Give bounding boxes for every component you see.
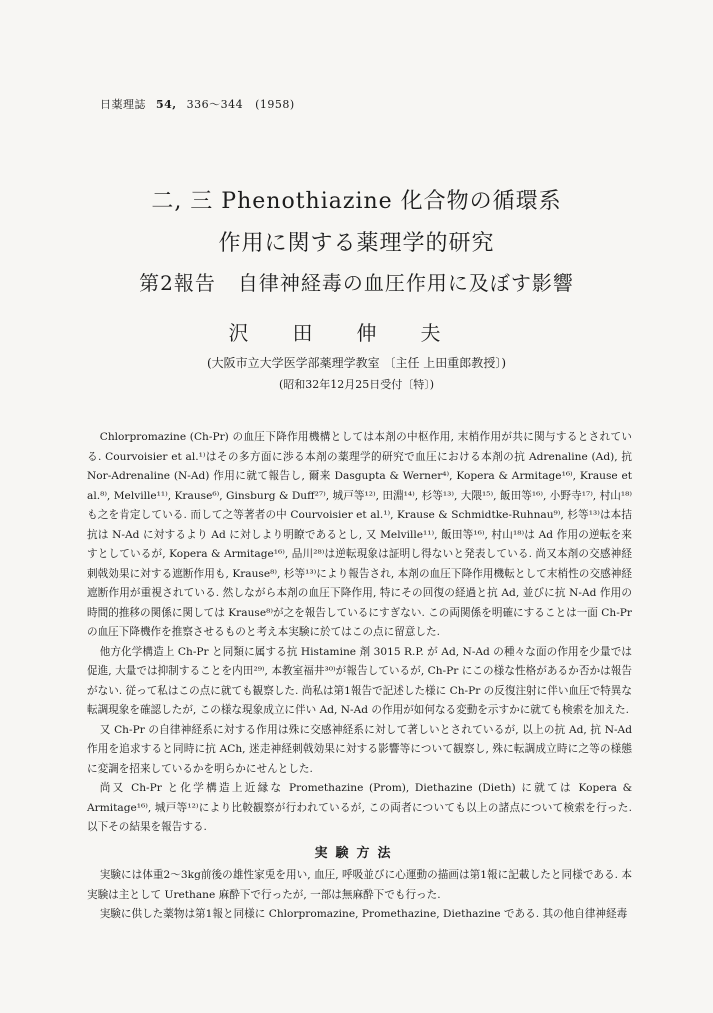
- affiliation: (大阪市立大学医学部薬理学教室 〔主任 上田重郎教授〕): [207, 356, 506, 370]
- journal-name: 日薬理誌: [100, 98, 146, 111]
- journal-volume: 54,: [156, 98, 177, 111]
- methods-heading: 実験方法: [314, 846, 399, 861]
- title-line-2: 作用に関する薬理学的研究: [218, 231, 495, 256]
- intro-paragraph: 他方化学構造上 Ch-Pr と同類に属する抗 Histamine 剤 3015 R.P. が Ad, N-Ad の種々な面の作用を少量では促進, 大量では抑制することを内田²⁹⁾, 本教室福井³⁰⁾が報告しているが, Ch-Pr にこの様な性格があるか否かは報告がない. 従って私はこの点に就ても観察した. 尚私は第1報告で記述した様に Ch-Pr の反復注射に伴い血圧で特異な転調現象を確認したが, この様な現象成立に伴い Ad, N-Ad の作用が如何なる変動を示すかに就ても検索を加えた.: [87, 645, 632, 716]
- methods-paragraph: 実験には体重2～3kg前後の雄性家兎を用い, 血圧, 呼吸並びに心運動の描画は第1報に記載したと同様である. 本実験は主として Urethane 麻酔下で行ったが, 一部は無麻酔下でも行った.: [87, 869, 632, 901]
- methods-paragraph: 実験に供した薬物は第1報と同様に Chlorpromazine, Promethazine, Diethazine である. 其の他自律神経毒: [99, 908, 628, 920]
- report-number: 第2報告: [139, 271, 216, 295]
- methods-section: [87, 866, 632, 925]
- journal-reference: [100, 96, 295, 112]
- intro-paragraph: 又 Ch-Pr の自律神経系に対する作用は殊に交感神経系に対して著しいとされているが, 以上の抗 Ad, 抗 N-Ad 作用を追求すると同時に抗 ACh, 迷走神経刺戟効果に対する影響等について観察し, 殊に転調成立時に之等の様態に変調を招来しているかを明らかにせんとした.: [87, 723, 632, 775]
- journal-year: (1958): [255, 98, 295, 111]
- intro-paragraph: Chlorpromazine (Ch-Pr) の血圧下降作用機構としては本剤の中枢作用, 末梢作用が共に関与するとされている. Courvoisier et al.¹⁾はその多方面に渉る本剤の薬理学的研究で血圧における本剤の抗 Adrenaline (Ad), 抗 Nor-Adrenaline (N-Ad) 作用に就て報告し, 爾来 Dasgupta & Werner⁴⁾, Kopera & Armitage¹⁶⁾, Krause et al.⁸⁾, Melville¹¹⁾, Krause⁶⁾, Ginsburg & Duff²⁷⁾, 城戸等¹²⁾, 田淵¹⁴⁾, 杉等¹³⁾, 大隈¹⁵⁾, 飯田等¹⁶⁾, 小野寺¹⁷⁾, 村山¹⁸⁾も之を肯定している. 而して之等著者の中 Courvoisier et al.¹⁾, Krause & Schmidtke-Ruhnau⁹⁾, 杉等¹³⁾は本拮抗は N-Ad に対するより Ad に対しより明瞭であるとし, 又 Melville¹¹⁾, 飯田等¹⁶⁾, 村山¹⁸⁾は Ad 作用の逆転を来すとしているが, Kopera & Armitage¹⁶⁾, 品川²⁸⁾は逆転現象は証明し得ないと発表している. 尚又本剤の交感神経刺戟効果に対する遮断作用も, Krause⁸⁾, 杉等¹³⁾により報告され, 本剤の血圧下降作用機転として末梢性の交感神経遮断作用が重視されている. 然しながら本剤の血圧下降作用, 特にその回復の経過と抗 Ad, 並びに抗 N-Ad 作用の時間的推移の関係に関しては Krause⁸⁾が之を報告しているにすぎない. この両関係を明確にすることは一面 Ch-Pr の血圧下降機作を推察させるものと考え本実験に於てはこの点に留意した.: [87, 431, 632, 638]
- title-line-1: 二, 三 Phenothiazine 化合物の循環系: [151, 189, 562, 214]
- received-date: (昭和32年12月25日受付〔特〕): [278, 378, 435, 391]
- author-name: 沢田伸夫: [228, 321, 485, 345]
- report-subtitle: 自律神経毒の血圧作用に及ぼす影響: [237, 271, 574, 295]
- introduction: [87, 428, 632, 838]
- intro-paragraph: 尚又 Ch-Pr と化学構造上近縁な Promethazine (Prom), Diethazine (Dieth) に就ては Kopera & Armitage¹⁶⁾, 城戸等¹²⁾により比較観察が行われているが, この両者についても以上の諸点について検索を行った. 以下その結果を報告する.: [87, 782, 632, 833]
- journal-pages: 336～344: [186, 98, 244, 111]
- report-title: [0, 267, 713, 296]
